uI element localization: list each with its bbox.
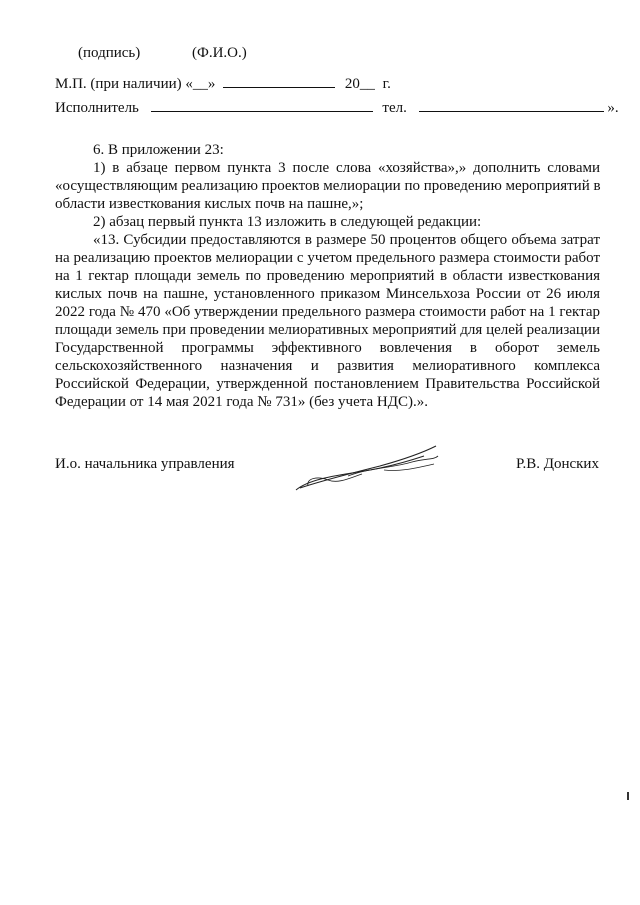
text-line: 1) в абзаце первом пункта 3 после слова «хозяйства»,» дополнить словами [93,160,600,176]
text-line: на реализацию проектов мелиорации с учетом предельного размера стоимости работ [55,250,600,266]
text-line: на 1 гектар площади земель по проведению мероприятий в области известкования [55,268,600,284]
text-line: сельскохозяйственного назначения и развития мелиоративного комплекса [55,358,600,374]
executor-blank [151,98,373,112]
executor-line [55,98,619,117]
text-line: Российской Федерации, утвержденной постановлением Правительства Российской [55,376,600,392]
signature-caption: (подпись) [78,45,141,61]
closing-quote: ». [607,100,619,116]
text-line: кислых почв на пашне, установленного приказом Минсельхоза России от 26 июля [55,286,600,302]
scan-mark [627,792,629,800]
text-line: «13. Субсидии предоставляются в размере 50 процентов общего объема затрат [93,232,600,248]
text-line: Федерации от 14 мая 2021 года № 731» (без учета НДС).». [55,394,428,410]
text-line: «осуществляющим реализацию проектов мелиорации по проведению мероприятий в [55,178,601,194]
fio-caption: (Ф.И.О.) [192,45,247,61]
text-line: Государственной программы эффективного вовлечения в оборот земель [55,340,600,356]
quote-paragraph [55,231,600,411]
executor-label: Исполнитель [55,100,139,116]
handwritten-signature [288,438,448,498]
phone-label: тел. [382,100,407,116]
item-2-line: 2) абзац первый пункта 13 изложить в следующей редакции: [93,214,482,230]
mp-label: М.П. (при наличии) «__» [55,76,216,92]
signatory-name: Р.В. Донских [516,456,599,472]
item-1-paragraph [55,159,600,213]
phone-blank [419,98,604,112]
section-heading: 6. В приложении 23: [93,142,224,158]
text-line: площади земель при проведении мелиоративных мероприятий для целей реализации [55,322,600,338]
text-line: 2022 года № 470 «Об утверждении предельного размера стоимости работ на 1 гектар [55,304,600,320]
signatory-position: И.о. начальника управления [55,456,235,472]
mp-line [55,74,391,93]
text-line: области известкования кислых почв на пашне,»; [55,196,364,212]
year-prefix: 20__ [344,76,375,92]
month-blank [223,74,335,88]
year-suffix: г. [382,76,391,92]
